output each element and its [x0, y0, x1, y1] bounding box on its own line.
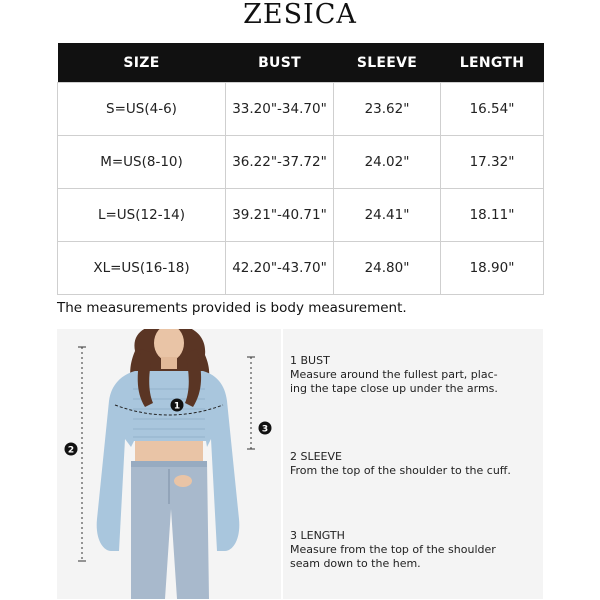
sleeve-title: 2 SLEEVE	[290, 450, 342, 463]
bust-desc-line: ing the tape close up under the arms.	[290, 382, 498, 395]
table-header-row	[58, 43, 544, 83]
midriff-shape	[135, 441, 203, 461]
measurement-note: The measurements provided is body measurement.	[57, 300, 407, 316]
cell-bust: 36.22"-37.72"	[226, 136, 334, 189]
model-illustration	[57, 329, 281, 599]
cell-length: 17.32"	[441, 136, 544, 189]
table-row	[58, 83, 544, 136]
sleeve-desc-line: From the top of the shoulder to the cuff.	[290, 464, 511, 477]
cell-sleeve: 23.62"	[334, 83, 441, 136]
table-row	[58, 136, 544, 189]
svg-text:3: 3	[261, 424, 269, 435]
cell-size: S=US(4-6)	[58, 83, 226, 136]
cell-length: 16.54"	[441, 83, 544, 136]
cell-sleeve: 24.80"	[334, 242, 441, 295]
brand-logo: ZESICA	[243, 0, 357, 30]
marker-1	[171, 399, 184, 412]
sleeve-instruction	[290, 450, 540, 478]
length-desc-line: Measure from the top of the shoulder	[290, 543, 496, 556]
length-instruction	[290, 529, 540, 571]
neck-shape	[161, 357, 177, 369]
table-row	[58, 242, 544, 295]
table-row	[58, 189, 544, 242]
cell-size: L=US(12-14)	[58, 189, 226, 242]
bust-title: 1 BUST	[290, 354, 330, 367]
bust-instruction	[290, 354, 540, 396]
cell-bust: 42.20"-43.70"	[226, 242, 334, 295]
model-illustration-panel	[57, 329, 281, 599]
length-desc-line: seam down to the hem.	[290, 557, 421, 570]
jeans-shape	[131, 461, 209, 599]
header-length: LENGTH	[441, 43, 544, 83]
cell-length: 18.90"	[441, 242, 544, 295]
cell-length: 18.11"	[441, 189, 544, 242]
svg-text:1: 1	[173, 401, 181, 412]
marker-2	[65, 443, 78, 456]
header-bust: BUST	[226, 43, 334, 83]
length-title: 3 LENGTH	[290, 529, 345, 542]
cell-sleeve: 24.02"	[334, 136, 441, 189]
cell-bust: 39.21"-40.71"	[226, 189, 334, 242]
svg-text:2: 2	[67, 445, 75, 456]
marker-3	[259, 422, 272, 435]
cell-bust: 33.20"-34.70"	[226, 83, 334, 136]
bust-desc-line: Measure around the fullest part, plac-	[290, 368, 498, 381]
size-chart-table	[57, 43, 544, 295]
cell-size: M=US(8-10)	[58, 136, 226, 189]
cell-sleeve: 24.41"	[334, 189, 441, 242]
header-sleeve: SLEEVE	[334, 43, 441, 83]
instructions-panel	[283, 329, 543, 599]
header-size: SIZE	[58, 43, 226, 83]
cell-size: XL=US(16-18)	[58, 242, 226, 295]
